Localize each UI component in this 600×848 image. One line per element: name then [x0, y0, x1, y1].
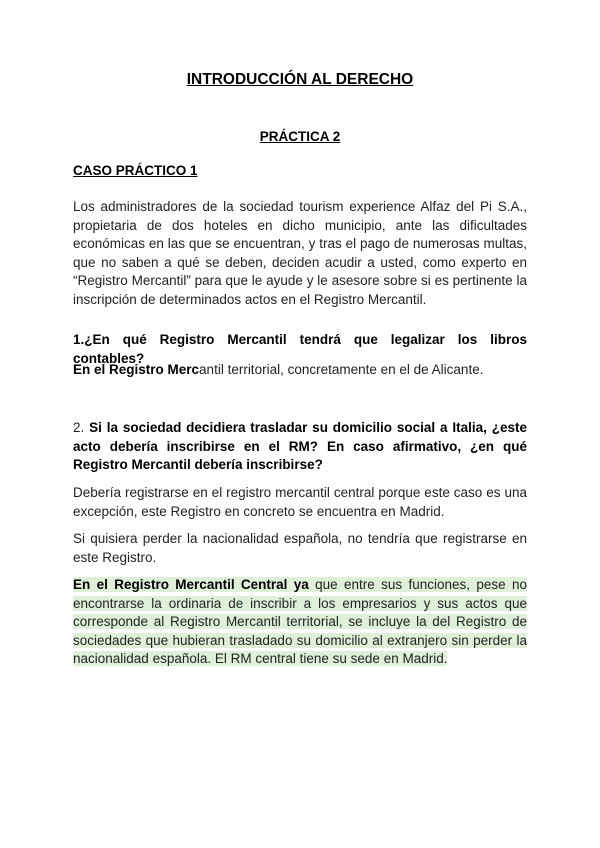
answer-2-paragraph-1: Debería registrarse en el registro mercantil central porque este caso es una excepción, este Registro en concreto se encuentra en Madrid. — [73, 485, 527, 519]
question-1: 1.¿En qué Registro Mercantil tendrá que legalizar los libros contables? — [73, 332, 527, 366]
answer-1-rest: antil territorial, concretamente en el de Alicante. — [199, 362, 484, 377]
answer-2-paragraph-3 — [73, 576, 527, 669]
question-2-number: 2. — [73, 420, 90, 435]
answer-1-bold: En el Registro Merc — [73, 362, 200, 377]
answer-1 — [73, 361, 527, 380]
case-heading: CASO PRÁCTICO 1 — [73, 163, 198, 178]
practice-subtitle: PRÁCTICA 2 — [259, 129, 341, 144]
answer-2-paragraph-2: Si quisiera perder la nacionalidad española, no tendría que registrarse en este Registro. — [73, 531, 527, 565]
question-2 — [73, 419, 527, 475]
answer-2-rest: que entre sus funciones, pese no encontrarse la ordinaria de inscribir a los empresarios y sus actos que corresponde al Registro Mercantil territorial, se incluye la del Registro de sociedades que hubieran trasladado su domicilio al extranjero sin perder la nacionalidad española. El RM central tiene su sede en Madrid. — [73, 577, 527, 666]
document-title: INTRODUCCIÓN AL DERECHO — [186, 71, 414, 88]
answer-2-bold: En el Registro Mercantil Central ya — [73, 577, 309, 592]
question-2-text: Si la sociedad decidiera trasladar su domicilio social a Italia, ¿este acto debería inscribirse en el RM? En caso afirmativo, ¿en qué Registro Mercantil debería inscribirse? — [73, 420, 527, 472]
intro-paragraph: Los administradores de la sociedad tourism experience Alfaz del Pi S.A., propietaria de dos hoteles en dicho municipio, ante las dificultades económicas en las que se encuentran, y tras el pago de numerosas multas, que no saben a qué se deben, deciden acudir a usted, como experto en “Registro Mercantil” para que le ayude y le asesore sobre si es pertinente la inscripción de determinados actos en el Registro Mercantil. — [73, 199, 527, 307]
